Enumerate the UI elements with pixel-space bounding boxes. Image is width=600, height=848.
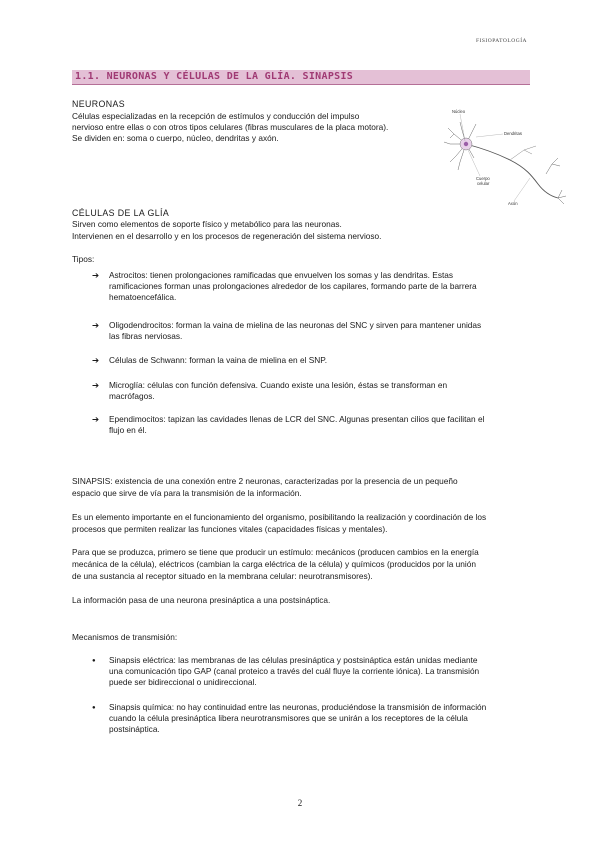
arrow-icon: ➔ xyxy=(92,380,100,390)
bullet-icon: ● xyxy=(92,658,96,664)
label-cuerpo-1: Cuerpo xyxy=(476,176,490,181)
arrow-icon: ➔ xyxy=(92,414,100,424)
mecanismos-label: Mecanismos de transmisión: xyxy=(72,632,178,642)
list-item: ● Sinapsis química: no hay continuidad entre las neuronas, produciéndose la transmisión de información cuando la célula presináptica libera neurotransmisores que se unirán a los receptores de la célula postsináptica. xyxy=(92,702,487,735)
page-number: 2 xyxy=(297,798,303,808)
neuronas-line-1: Células especializadas en la recepción de estímulos y conducción del impulso xyxy=(72,111,360,121)
label-cuerpo-2: celular xyxy=(477,181,490,186)
neuronas-line-3: Se dividen en: soma o cuerpo, núcleo, dendritas y axón. xyxy=(72,133,279,143)
sinapsis-p4: La información pasa de una neurona presináptica a una postsináptica. xyxy=(72,595,331,605)
running-header: FISIOPATOLOGÍA xyxy=(475,38,527,44)
label-nucleo: Núcleo xyxy=(452,109,466,114)
arrow-icon: ➔ xyxy=(92,320,100,330)
sinapsis-p3-line-3: de una sustancia al receptor situado en la membrana celular: neurotransmisores). xyxy=(72,571,373,581)
sinapsis-p3-line-1: Para que se produzca, primero se tiene que producir un estímulo: mecánicos (producen cambios en la energía xyxy=(72,547,479,557)
list-item: ➔ Astrocitos: tienen prolongaciones ramificadas que envuelven los somas y las dendritas. Estas ramificaciones forman unas prolongaciones alrededor de los capilares, formando parte de la barrera hematoencefálica. xyxy=(92,270,477,303)
list-item: ➔ Microglía: células con función defensiva. Cuando existe una lesión, éstas se transforman en macrófagos. xyxy=(92,380,448,402)
list-item: ➔ Oligodendrocitos: forman la vaina de mielina de las neuronas del SNC y sirven para mantener unidas las fibras nerviosas. xyxy=(92,320,482,342)
sinapsis-p1-line-1: SINAPSIS: existencia de una conexión entre 2 neuronas, caracterizadas por la presencia de un pequeño xyxy=(72,476,458,486)
list-item: ● Sinapsis eléctrica: las membranas de las células presináptica y postsináptica están unidas mediante una comunicación tipo GAP (canal proteico a través del cuál fluye la corriente iónica). La transmisión puede ser bidireccional o unidireccional. xyxy=(92,655,480,688)
label-axon: Axón xyxy=(508,201,518,206)
bullet-icon: ● xyxy=(92,705,96,711)
section-title: 1.1. NEURONAS Y CÉLULAS DE LA GLÍA. SINAPSIS xyxy=(72,70,530,85)
arrow-icon: ➔ xyxy=(92,355,100,365)
neuron-diagram xyxy=(440,104,578,210)
tipos-label: Tipos: xyxy=(72,254,95,264)
sinapsis-p1-line-2: espacio que sirve de vía para la transmisión de la información. xyxy=(72,488,302,498)
list-item: ➔ Células de Schwann: forman la vaina de mielina en el SNP. xyxy=(92,355,327,365)
arrow-icon: ➔ xyxy=(92,270,100,280)
glia-line-2: Intervienen en el desarrollo y en los procesos de regeneración del sistema nervioso. xyxy=(72,231,382,241)
sinapsis-p2-line-1: Es un elemento importante en el funcionamiento del organismo, posibilitando la realización y coordinación de los xyxy=(72,512,487,522)
glia-heading: CÉLULAS DE LA GLÍA xyxy=(72,208,170,218)
glia-line-1: Sirven como elementos de soporte físico y metabólico para las neuronas. xyxy=(72,219,342,229)
list-item: ➔ Ependimocitos: tapizan las cavidades llenas de LCR del SNC. Algunas presentan cilios que facilitan el flujo en él. xyxy=(92,414,485,436)
neuronas-line-2: nervioso entre ellas o con otros tipos celulares (fibras musculares de la placa motora). xyxy=(72,122,389,132)
sinapsis-p2-line-2: procesos que permiten realizar las funciones vitales (capacidades físicas y mentales). xyxy=(72,524,388,534)
label-dendritas: Dendritas xyxy=(504,131,522,136)
sinapsis-p3-line-2: mecánica de la célula), eléctricos (cambian la carga eléctrica de la célula) y químicos (producidos por la unión xyxy=(72,559,476,569)
neuronas-heading: NEURONAS xyxy=(72,99,126,109)
nucleus-shape xyxy=(464,142,468,146)
